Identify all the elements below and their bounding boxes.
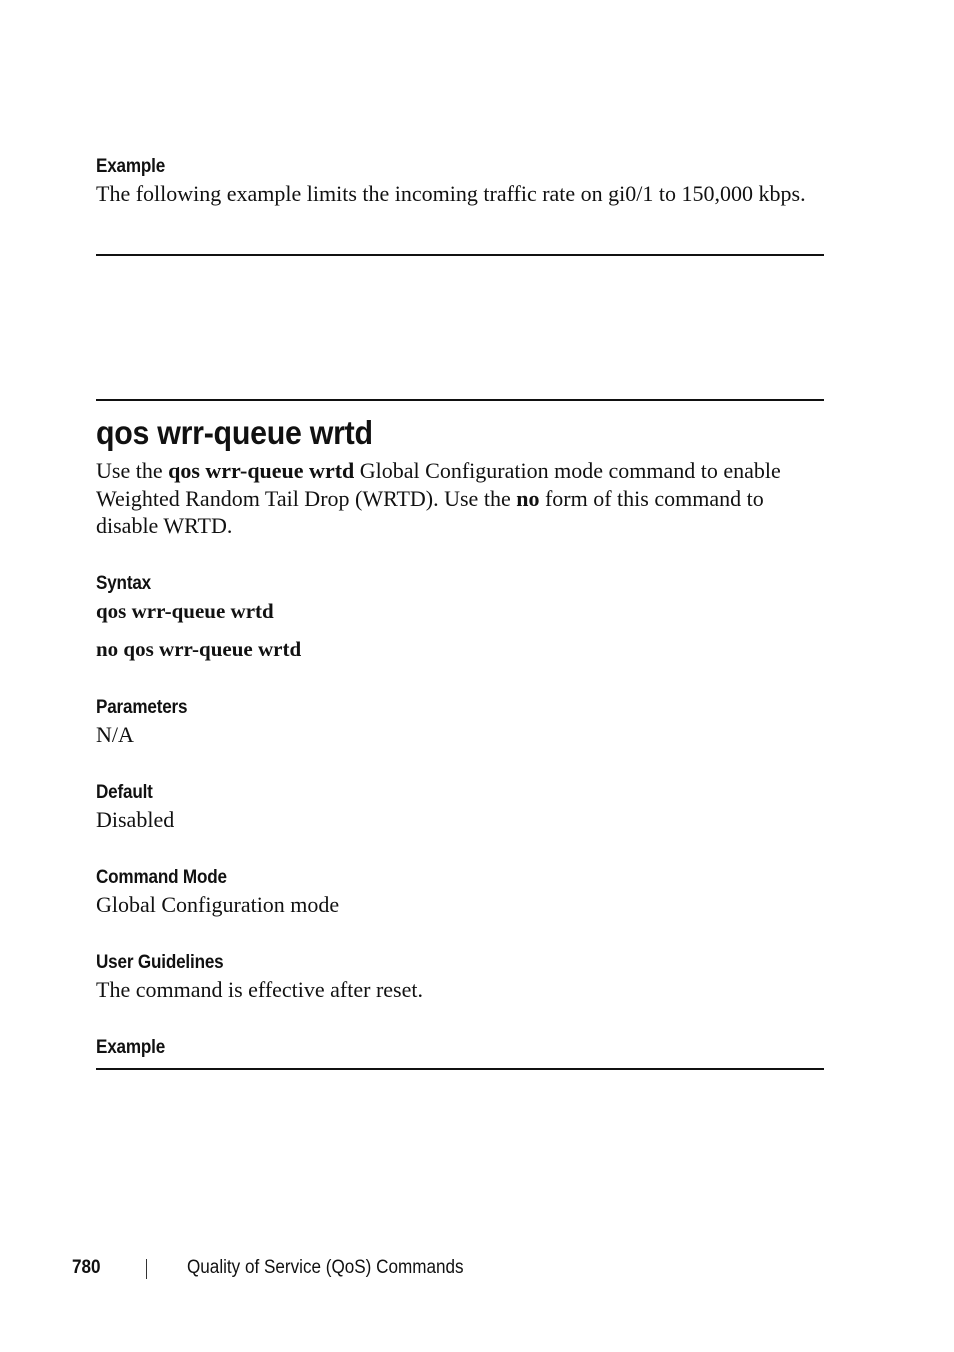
user-guidelines-text: The command is effective after reset.: [96, 977, 423, 1002]
section-divider-command: [96, 399, 824, 401]
user-guidelines-heading: User Guidelines: [96, 952, 224, 973]
example-description-top: The following example limits the incoming traffic rate on gi0/1 to 150,000 kbps.: [96, 181, 806, 206]
parameters-text: N/A: [96, 722, 134, 747]
section-divider-top: [96, 254, 824, 256]
command-title: qos wrr-queue wrtd: [96, 414, 373, 451]
default-heading: Default: [96, 782, 153, 803]
syntax-heading: Syntax: [96, 573, 151, 594]
intro-text-2: Global Configuration mode command to enable Weighted Random Tail Drop (WRTD). Use the: [96, 458, 781, 511]
intro-text-1: Use the: [96, 458, 169, 483]
syntax-line-2: no qos wrr-queue wrtd: [96, 637, 302, 661]
intro-command-name: qos wrr-queue wrtd: [168, 458, 355, 483]
intro-text-3: form of this command to disable WRTD.: [96, 485, 764, 538]
parameters-heading: Parameters: [96, 697, 188, 718]
example-heading-top: Example: [96, 156, 166, 177]
default-text: Disabled: [96, 807, 175, 832]
section-divider-bottom: [96, 1068, 824, 1070]
example-heading-bottom: Example: [96, 1037, 166, 1058]
footer-separator: [146, 1259, 147, 1279]
command-mode-text: Global Configuration mode: [96, 892, 340, 917]
page-number: 780: [72, 1257, 101, 1278]
footer-section-title: Quality of Service (QoS) Commands: [187, 1257, 464, 1278]
command-intro: [96, 457, 826, 540]
command-mode-heading: Command Mode: [96, 867, 227, 888]
intro-no-keyword: no: [516, 485, 540, 511]
syntax-line-1: qos wrr-queue wrtd: [96, 599, 274, 623]
